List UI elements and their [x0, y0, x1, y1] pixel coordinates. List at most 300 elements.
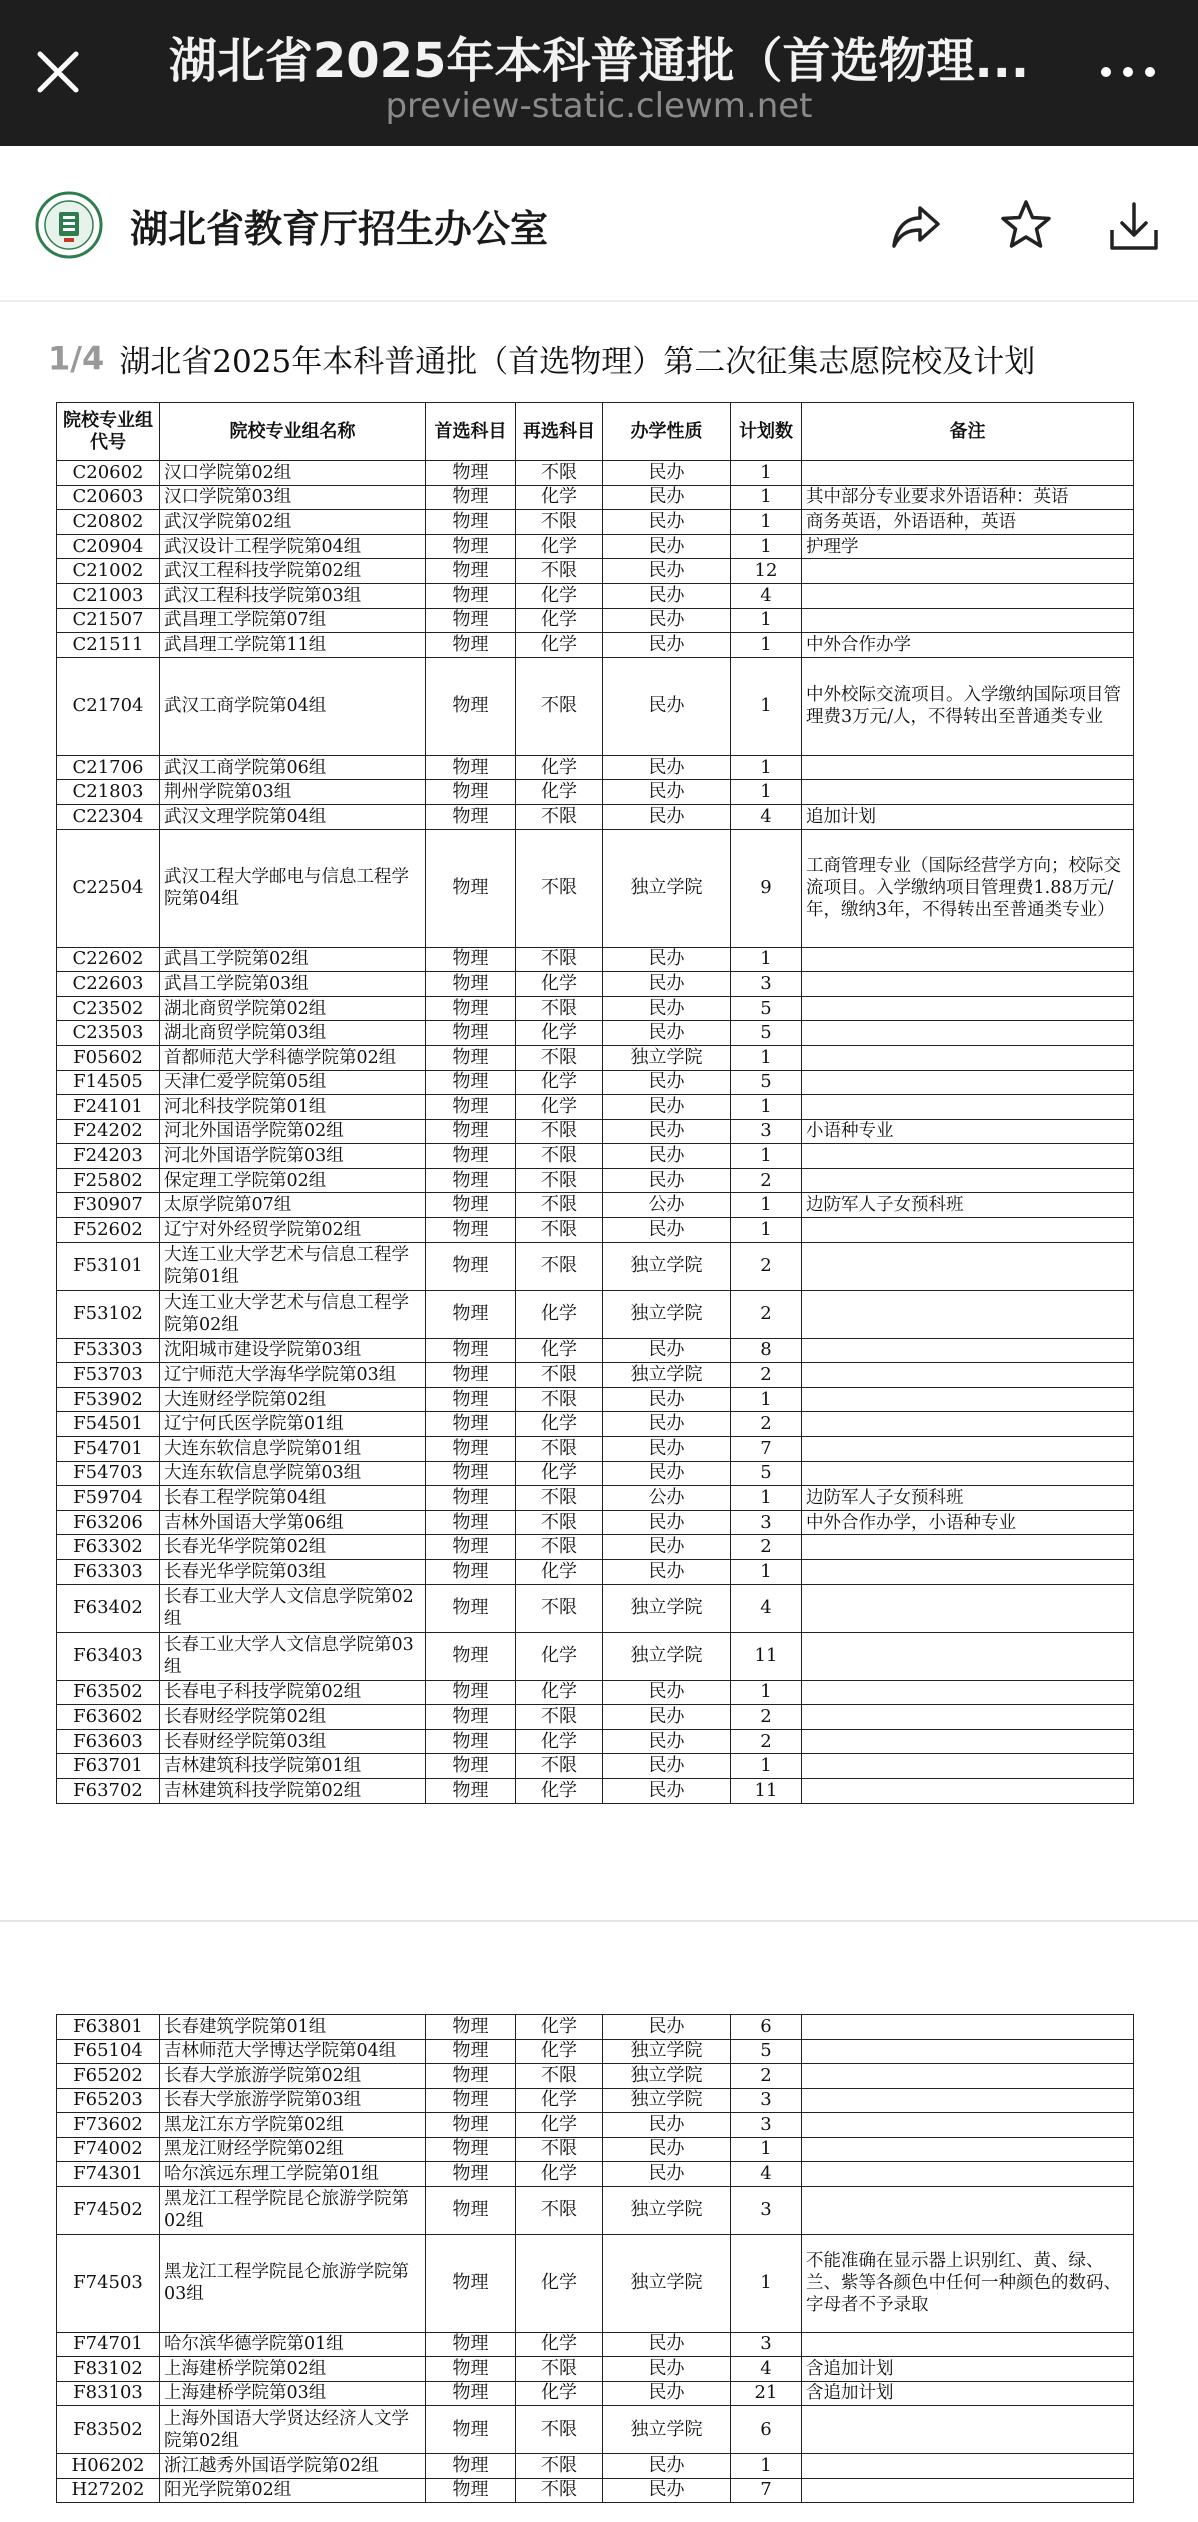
cell-nature: 民办: [603, 2162, 731, 2187]
cell-first-subject: 物理: [426, 1584, 516, 1632]
cell-code: F05602: [57, 1045, 160, 1070]
table-row: [57, 1338, 1134, 1363]
cell-plan: 2: [731, 1729, 802, 1754]
cell-code: C21706: [57, 755, 160, 780]
cell-note: [802, 1363, 1134, 1388]
cell-nature: 民办: [603, 1387, 731, 1412]
cell-nature: 独立学院: [603, 2064, 731, 2089]
close-icon[interactable]: [30, 44, 86, 100]
cell-note: [802, 1461, 1134, 1486]
cell-second-subject: 化学: [516, 1412, 603, 1437]
cell-note: [802, 2162, 1134, 2187]
cell-nature: 民办: [603, 1778, 731, 1803]
cell-first-subject: 物理: [426, 657, 516, 755]
column-header-note: 备注: [802, 403, 1134, 461]
star-icon[interactable]: [996, 196, 1056, 256]
table-row: [57, 829, 1134, 947]
cell-note: [802, 1680, 1134, 1705]
cell-plan: 4: [731, 583, 802, 608]
table-row: [57, 608, 1134, 633]
cell-second-subject: 化学: [516, 2088, 603, 2113]
cell-second-subject: 不限: [516, 1242, 603, 1290]
cell-plan: 1: [731, 1486, 802, 1511]
cell-code: F63302: [57, 1535, 160, 1560]
cell-note: [802, 2064, 1134, 2089]
cell-plan: 6: [731, 2406, 802, 2454]
cell-code: F63702: [57, 1778, 160, 1803]
cell-second-subject: 不限: [516, 461, 603, 486]
cell-name: 哈尔滨远东理工学院第01组: [160, 2162, 426, 2187]
cell-code: F65202: [57, 2064, 160, 2089]
cell-name: 长春建筑学院第01组: [160, 2015, 426, 2040]
cell-second-subject: 不限: [516, 829, 603, 947]
cell-code: F59704: [57, 1486, 160, 1511]
table-row: [57, 2162, 1134, 2187]
cell-name: 武昌工学院第03组: [160, 972, 426, 997]
cell-second-subject: 化学: [516, 1021, 603, 1046]
cell-note: [802, 2113, 1134, 2138]
cell-note: [802, 1535, 1134, 1560]
cell-plan: 2: [731, 1705, 802, 1730]
table-row: [57, 2234, 1134, 2332]
cell-note: [802, 583, 1134, 608]
cell-nature: 民办: [603, 485, 731, 510]
cell-note: [802, 2186, 1134, 2234]
publisher-header: [0, 146, 1198, 302]
cell-note: [802, 1045, 1134, 1070]
cell-note: [802, 1168, 1134, 1193]
cell-plan: 1: [731, 1218, 802, 1243]
cell-first-subject: 物理: [426, 1218, 516, 1243]
table-row: [57, 2015, 1134, 2040]
cell-code: F83502: [57, 2406, 160, 2454]
cell-plan: 3: [731, 1119, 802, 1144]
table-row: [57, 1095, 1134, 1120]
cell-second-subject: 不限: [516, 2406, 603, 2454]
cell-note: [802, 1021, 1134, 1046]
cell-nature: 民办: [603, 2381, 731, 2406]
cell-name: 长春工程学院第04组: [160, 1486, 426, 1511]
cell-second-subject: 不限: [516, 1363, 603, 1388]
cell-plan: 1: [731, 1045, 802, 1070]
cell-second-subject: 不限: [516, 1486, 603, 1511]
cell-code: F54701: [57, 1437, 160, 1462]
cell-note: [802, 1095, 1134, 1120]
cell-plan: 1: [731, 1387, 802, 1412]
cell-nature: 民办: [603, 1021, 731, 1046]
cell-name: 河北科技学院第01组: [160, 1095, 426, 1120]
cell-code: F63602: [57, 1705, 160, 1730]
cell-second-subject: 化学: [516, 2332, 603, 2357]
table-row: [57, 657, 1134, 755]
document-title-row: [48, 336, 1168, 386]
cell-code: C20603: [57, 485, 160, 510]
cell-note: 边防军人子女预科班: [802, 1193, 1134, 1218]
cell-first-subject: 物理: [426, 534, 516, 559]
cell-plan: 3: [731, 1510, 802, 1535]
cell-first-subject: 物理: [426, 485, 516, 510]
cell-first-subject: 物理: [426, 1387, 516, 1412]
cell-nature: 民办: [603, 2113, 731, 2138]
cell-plan: 1: [731, 2137, 802, 2162]
cell-note: [802, 1560, 1134, 1585]
cell-first-subject: 物理: [426, 1510, 516, 1535]
viewer-topbar: [0, 0, 1198, 146]
cell-second-subject: 化学: [516, 2015, 603, 2040]
cell-first-subject: 物理: [426, 804, 516, 829]
cell-second-subject: 化学: [516, 755, 603, 780]
cell-plan: 5: [731, 1461, 802, 1486]
table-row: [57, 1510, 1134, 1535]
cell-second-subject: 不限: [516, 2478, 603, 2503]
cell-plan: 11: [731, 1632, 802, 1680]
cell-second-subject: 不限: [516, 1387, 603, 1412]
cell-name: 黑龙江工程学院昆仑旅游学院第03组: [160, 2234, 426, 2332]
cell-code: F63402: [57, 1584, 160, 1632]
cell-second-subject: 不限: [516, 1437, 603, 1462]
cell-note: [802, 947, 1134, 972]
cell-first-subject: 物理: [426, 1242, 516, 1290]
cell-first-subject: 物理: [426, 2406, 516, 2454]
cell-code: F65203: [57, 2088, 160, 2113]
cell-first-subject: 物理: [426, 608, 516, 633]
cell-code: H06202: [57, 2454, 160, 2479]
table-row: [57, 1754, 1134, 1779]
cell-name: 大连财经学院第02组: [160, 1387, 426, 1412]
cell-first-subject: 物理: [426, 1095, 516, 1120]
cell-code: C20602: [57, 461, 160, 486]
table-row: [57, 1021, 1134, 1046]
table-row: [57, 2137, 1134, 2162]
cell-plan: 1: [731, 510, 802, 535]
cell-first-subject: 物理: [426, 1705, 516, 1730]
cell-note: [802, 1218, 1134, 1243]
cell-note: [802, 2039, 1134, 2064]
cell-code: F74701: [57, 2332, 160, 2357]
cell-plan: 7: [731, 2478, 802, 2503]
table-row: [57, 2406, 1134, 2454]
cell-second-subject: 不限: [516, 2454, 603, 2479]
cell-note: 工商管理专业（国际经营学方向；校际交流项目。入学缴纳项目管理费1.88万元/年，缴纳3年，不得转出至普通类专业）: [802, 829, 1134, 947]
cell-name: 大连东软信息学院第01组: [160, 1437, 426, 1462]
cell-nature: 独立学院: [603, 829, 731, 947]
cell-code: F63303: [57, 1560, 160, 1585]
cell-plan: 5: [731, 996, 802, 1021]
admission-plan-table-page2: [56, 2014, 1134, 2503]
cell-plan: 2: [731, 1412, 802, 1437]
column-header-nature: 办学性质: [603, 403, 731, 461]
cell-plan: 1: [731, 1193, 802, 1218]
viewer-title: 湖北省2025年本科普通批（首选物理...: [168, 33, 1030, 89]
cell-name: 长春光华学院第02组: [160, 1535, 426, 1560]
table-row: [57, 1193, 1134, 1218]
cell-name: 大连工业大学艺术与信息工程学院第01组: [160, 1242, 426, 1290]
cell-note: 其中部分专业要求外语语种：英语: [802, 485, 1134, 510]
cell-nature: 民办: [603, 1680, 731, 1705]
cell-name: 保定理工学院第02组: [160, 1168, 426, 1193]
table-row: [57, 2186, 1134, 2234]
cell-note: 含追加计划: [802, 2381, 1134, 2406]
cell-name: 吉林师范大学博达学院第04组: [160, 2039, 426, 2064]
table-row: [57, 559, 1134, 584]
cell-plan: 5: [731, 2039, 802, 2064]
cell-note: [802, 1705, 1134, 1730]
cell-second-subject: 化学: [516, 633, 603, 658]
cell-note: 含追加计划: [802, 2357, 1134, 2382]
cell-code: F63701: [57, 1754, 160, 1779]
cell-code: F24203: [57, 1144, 160, 1169]
cell-nature: 民办: [603, 608, 731, 633]
cell-plan: 2: [731, 1242, 802, 1290]
cell-plan: 1: [731, 1680, 802, 1705]
cell-code: F25802: [57, 1168, 160, 1193]
cell-name: 上海建桥学院第02组: [160, 2357, 426, 2382]
cell-note: [802, 972, 1134, 997]
cell-first-subject: 物理: [426, 1729, 516, 1754]
cell-plan: 21: [731, 2381, 802, 2406]
cell-note: 小语种专业: [802, 1119, 1134, 1144]
table-row: [57, 1119, 1134, 1144]
cell-first-subject: 物理: [426, 1535, 516, 1560]
cell-code: F54501: [57, 1412, 160, 1437]
cell-plan: 5: [731, 1070, 802, 1095]
cell-note: [802, 608, 1134, 633]
cell-nature: 独立学院: [603, 1363, 731, 1388]
table-row: [57, 2454, 1134, 2479]
table-row: [57, 1387, 1134, 1412]
cell-name: 黑龙江工程学院昆仑旅游学院第02组: [160, 2186, 426, 2234]
table-row: [57, 2113, 1134, 2138]
cell-nature: 民办: [603, 972, 731, 997]
cell-name: 武汉文理学院第04组: [160, 804, 426, 829]
cell-second-subject: 不限: [516, 2064, 603, 2089]
cell-code: F63206: [57, 1510, 160, 1535]
cell-note: 边防军人子女预科班: [802, 1486, 1134, 1511]
cell-code: C21704: [57, 657, 160, 755]
cell-name: 上海建桥学院第03组: [160, 2381, 426, 2406]
cell-second-subject: 不限: [516, 1584, 603, 1632]
cell-name: 长春光华学院第03组: [160, 1560, 426, 1585]
cell-first-subject: 物理: [426, 1070, 516, 1095]
cell-note: [802, 1584, 1134, 1632]
cell-nature: 独立学院: [603, 1045, 731, 1070]
cell-name: 河北外国语学院第02组: [160, 1119, 426, 1144]
cell-code: F24101: [57, 1095, 160, 1120]
table-row: [57, 1218, 1134, 1243]
cell-plan: 3: [731, 2332, 802, 2357]
table-row: [57, 1412, 1134, 1437]
cell-plan: 1: [731, 2454, 802, 2479]
table-row: [57, 2332, 1134, 2357]
cell-first-subject: 物理: [426, 461, 516, 486]
cell-second-subject: 不限: [516, 657, 603, 755]
cell-first-subject: 物理: [426, 2064, 516, 2089]
cell-nature: 民办: [603, 1437, 731, 1462]
cell-name: 长春电子科技学院第02组: [160, 1680, 426, 1705]
cell-first-subject: 物理: [426, 1168, 516, 1193]
cell-second-subject: 化学: [516, 2381, 603, 2406]
cell-first-subject: 物理: [426, 972, 516, 997]
cell-code: C23502: [57, 996, 160, 1021]
cell-nature: 民办: [603, 2015, 731, 2040]
cell-plan: 1: [731, 657, 802, 755]
cell-nature: 民办: [603, 2357, 731, 2382]
cell-second-subject: 化学: [516, 972, 603, 997]
table-row: [57, 2064, 1134, 2089]
cell-nature: 民办: [603, 1705, 731, 1730]
cell-name: 大连工业大学艺术与信息工程学院第02组: [160, 1290, 426, 1338]
cell-nature: 民办: [603, 1119, 731, 1144]
cell-name: 辽宁师范大学海华学院第03组: [160, 1363, 426, 1388]
cell-name: 武汉工商学院第06组: [160, 755, 426, 780]
cell-nature: 民办: [603, 1510, 731, 1535]
cell-first-subject: 物理: [426, 1754, 516, 1779]
cell-plan: 1: [731, 461, 802, 486]
cell-first-subject: 物理: [426, 1045, 516, 1070]
cell-note: [802, 2088, 1134, 2113]
cell-nature: 民办: [603, 583, 731, 608]
cell-plan: 1: [731, 485, 802, 510]
cell-first-subject: 物理: [426, 2332, 516, 2357]
cell-second-subject: 不限: [516, 1218, 603, 1243]
cell-first-subject: 物理: [426, 1290, 516, 1338]
cell-first-subject: 物理: [426, 1632, 516, 1680]
cell-code: C22602: [57, 947, 160, 972]
admission-plan-table-page1: [56, 402, 1134, 1804]
cell-note: [802, 559, 1134, 584]
cell-second-subject: 不限: [516, 2357, 603, 2382]
cell-first-subject: 物理: [426, 947, 516, 972]
cell-second-subject: 化学: [516, 1778, 603, 1803]
cell-code: C22603: [57, 972, 160, 997]
cell-name: 长春财经学院第03组: [160, 1729, 426, 1754]
cell-nature: 民办: [603, 657, 731, 755]
cell-first-subject: 物理: [426, 1680, 516, 1705]
cell-first-subject: 物理: [426, 1119, 516, 1144]
cell-first-subject: 物理: [426, 2478, 516, 2503]
cell-nature: 独立学院: [603, 2234, 731, 2332]
cell-second-subject: 化学: [516, 1095, 603, 1120]
cell-name: 武昌理工学院第07组: [160, 608, 426, 633]
cell-first-subject: 物理: [426, 780, 516, 805]
cell-second-subject: 不限: [516, 947, 603, 972]
page-divider: [0, 1920, 1198, 1922]
cell-note: [802, 2406, 1134, 2454]
column-header-plan: 计划数: [731, 403, 802, 461]
cell-name: 荆州学院第03组: [160, 780, 426, 805]
cell-name: 大连东软信息学院第03组: [160, 1461, 426, 1486]
cell-code: C21002: [57, 559, 160, 584]
cell-plan: 3: [731, 972, 802, 997]
table-row: [57, 2478, 1134, 2503]
share-icon[interactable]: [886, 196, 946, 256]
cell-nature: 公办: [603, 1193, 731, 1218]
cell-plan: 1: [731, 780, 802, 805]
cell-nature: 民办: [603, 1338, 731, 1363]
cell-second-subject: 不限: [516, 1535, 603, 1560]
cell-nature: 民办: [603, 1070, 731, 1095]
org-logo: [34, 190, 104, 260]
more-icon[interactable]: [1096, 58, 1160, 86]
cell-note: 护理学: [802, 534, 1134, 559]
cell-note: [802, 2454, 1134, 2479]
cell-first-subject: 物理: [426, 1461, 516, 1486]
cell-first-subject: 物理: [426, 559, 516, 584]
cell-second-subject: 不限: [516, 559, 603, 584]
cell-plan: 1: [731, 1560, 802, 1585]
cell-first-subject: 物理: [426, 2454, 516, 2479]
cell-second-subject: 不限: [516, 1193, 603, 1218]
cell-first-subject: 物理: [426, 1338, 516, 1363]
cell-first-subject: 物理: [426, 2162, 516, 2187]
cell-second-subject: 化学: [516, 2039, 603, 2064]
cell-code: F63502: [57, 1680, 160, 1705]
cell-nature: 公办: [603, 1486, 731, 1511]
cell-first-subject: 物理: [426, 2113, 516, 2138]
cell-note: 追加计划: [802, 804, 1134, 829]
cell-note: [802, 1070, 1134, 1095]
cell-plan: 1: [731, 947, 802, 972]
cell-plan: 1: [731, 1095, 802, 1120]
cell-first-subject: 物理: [426, 1437, 516, 1462]
viewer-url: preview-static.clewm.net: [385, 86, 813, 126]
cell-code: F53101: [57, 1242, 160, 1290]
cell-code: F53102: [57, 1290, 160, 1338]
column-header-name: 院校专业组名称: [160, 403, 426, 461]
cell-first-subject: 物理: [426, 755, 516, 780]
column-header-second-subject: 再选科目: [516, 403, 603, 461]
cell-plan: 1: [731, 755, 802, 780]
cell-note: [802, 1729, 1134, 1754]
cell-name: 吉林建筑科技学院第01组: [160, 1754, 426, 1779]
cell-name: 阳光学院第02组: [160, 2478, 426, 2503]
cell-first-subject: 物理: [426, 1021, 516, 1046]
cell-nature: 民办: [603, 804, 731, 829]
cell-second-subject: 化学: [516, 485, 603, 510]
cell-code: F53303: [57, 1338, 160, 1363]
cell-name: 浙江越秀外国语学院第02组: [160, 2454, 426, 2479]
cell-second-subject: 不限: [516, 1705, 603, 1730]
cell-plan: 1: [731, 2234, 802, 2332]
cell-note: [802, 1144, 1134, 1169]
table-row: [57, 1632, 1134, 1680]
table-row: [57, 1729, 1134, 1754]
cell-code: F54703: [57, 1461, 160, 1486]
cell-first-subject: 物理: [426, 996, 516, 1021]
cell-note: [802, 1412, 1134, 1437]
cell-second-subject: 化学: [516, 1560, 603, 1585]
cell-first-subject: 物理: [426, 2015, 516, 2040]
cell-code: F74301: [57, 2162, 160, 2187]
cell-plan: 12: [731, 559, 802, 584]
cell-plan: 1: [731, 608, 802, 633]
cell-first-subject: 物理: [426, 2186, 516, 2234]
cell-plan: 4: [731, 804, 802, 829]
table-row: [57, 1363, 1134, 1388]
cell-name: 长春大学旅游学院第02组: [160, 2064, 426, 2089]
cell-name: 汉口学院第03组: [160, 485, 426, 510]
cell-nature: 民办: [603, 780, 731, 805]
cell-note: 商务英语，外语语种，英语: [802, 510, 1134, 535]
cell-second-subject: 不限: [516, 996, 603, 1021]
cell-name: 上海外国语大学贤达经济人文学院第02组: [160, 2406, 426, 2454]
table-row: [57, 1045, 1134, 1070]
cell-note: 中外合作办学: [802, 633, 1134, 658]
download-icon[interactable]: [1104, 196, 1164, 256]
cell-second-subject: 不限: [516, 2186, 603, 2234]
cell-nature: 独立学院: [603, 2039, 731, 2064]
cell-note: [802, 2137, 1134, 2162]
